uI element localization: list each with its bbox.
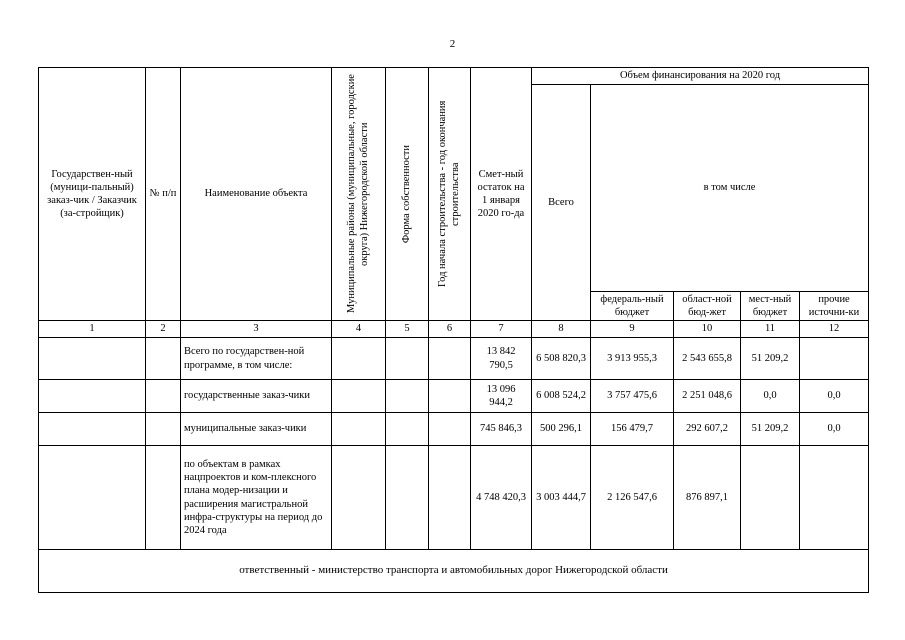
cell-object-name: государственные заказ-чики [181,380,332,413]
cell-regional-budget: 292 607,2 [674,413,741,446]
cell-local-budget: 0,0 [741,380,800,413]
cell-construction-years [429,338,471,380]
cell-construction-years [429,413,471,446]
header-construction-years-text: Год начала строительства - год окончания строительства [437,100,462,288]
table-row [39,380,869,413]
header-funding-volume: Объем финансирования на 2020 год [532,68,869,85]
header-customer: Государствен-ный (муници-пальный) заказ-чик / Заказчик (за-стройщик) [39,68,146,321]
table-row [39,338,869,380]
column-number: 10 [674,321,741,338]
cell-other-sources: 0,0 [800,413,869,446]
header-object-name: Наименование объекта [181,68,332,321]
cell-customer [39,446,146,550]
column-number: 4 [332,321,386,338]
financing-table [38,67,869,593]
cell-regional-budget: 876 897,1 [674,446,741,550]
header-local-budget: мест-ный бюджет [741,291,800,320]
column-number: 2 [146,321,181,338]
responsible-row [39,550,869,593]
cell-customer [39,380,146,413]
cell-index [146,413,181,446]
cell-federal-budget: 3 913 955,3 [591,338,674,380]
header-total: Всего [532,85,591,321]
cell-municipal-districts [332,446,386,550]
cell-estimated-balance: 4 748 420,3 [471,446,532,550]
cell-construction-years [429,446,471,550]
cell-local-budget [741,446,800,550]
cell-regional-budget: 2 543 655,8 [674,338,741,380]
column-number: 12 [800,321,869,338]
cell-total: 6 008 524,2 [532,380,591,413]
cell-index [146,338,181,380]
header-other-sources: прочие источни-ки [800,291,869,320]
cell-municipal-districts [332,380,386,413]
cell-municipal-districts [332,413,386,446]
cell-federal-budget: 3 757 475,6 [591,380,674,413]
cell-total: 500 296,1 [532,413,591,446]
header-ownership-form-text: Форма собственности [401,144,413,244]
cell-object-name: муниципальные заказ-чики [181,413,332,446]
cell-local-budget: 51 209,2 [741,338,800,380]
header-including: в том числе [591,85,869,292]
cell-other-sources [800,338,869,380]
column-number: 11 [741,321,800,338]
header-ownership-form [386,68,429,321]
cell-federal-budget: 2 126 547,6 [591,446,674,550]
cell-regional-budget: 2 251 048,6 [674,380,741,413]
cell-estimated-balance: 13 096 944,2 [471,380,532,413]
cell-total: 3 003 444,7 [532,446,591,550]
cell-estimated-balance: 745 846,3 [471,413,532,446]
cell-federal-budget: 156 479,7 [591,413,674,446]
cell-index [146,446,181,550]
cell-local-budget: 51 209,2 [741,413,800,446]
cell-object-name: Всего по государствен-ной программе, в том числе: [181,338,332,380]
cell-index [146,380,181,413]
cell-municipal-districts [332,338,386,380]
page-number: 2 [449,38,456,50]
cell-total: 6 508 820,3 [532,338,591,380]
table-row [39,446,869,550]
header-index: № п/п [146,68,181,321]
cell-customer [39,413,146,446]
header-federal-budget: федераль-ный бюджет [591,291,674,320]
column-number: 7 [471,321,532,338]
header-municipal-districts-text: Муниципальные районы (муниципальные, городские округа) Нижегородской области [346,74,371,314]
column-number: 9 [591,321,674,338]
header-regional-budget: област-ной бюд-жет [674,291,741,320]
cell-ownership-form [386,338,429,380]
column-number: 1 [39,321,146,338]
cell-ownership-form [386,380,429,413]
header-estimated-balance: Смет-ный остаток на 1 января 2020 го-да [471,68,532,321]
cell-ownership-form [386,446,429,550]
table-row [39,413,869,446]
column-number-row [39,321,869,338]
column-number: 5 [386,321,429,338]
column-number: 6 [429,321,471,338]
cell-object-name: по объектам в рамках нацпроектов и ком-плексного плана модер-низации и расширения магистральной инфра-структуры на период до 2024 года [181,446,332,550]
cell-construction-years [429,380,471,413]
header-construction-years [429,68,471,321]
column-number: 3 [181,321,332,338]
column-number: 8 [532,321,591,338]
cell-estimated-balance: 13 842 790,5 [471,338,532,380]
cell-other-sources: 0,0 [800,380,869,413]
cell-customer [39,338,146,380]
responsible-text: ответственный - министерство транспорта и автомобильных дорог Нижегородской области [39,550,869,593]
cell-ownership-form [386,413,429,446]
header-municipal-districts [332,68,386,321]
cell-other-sources [800,446,869,550]
